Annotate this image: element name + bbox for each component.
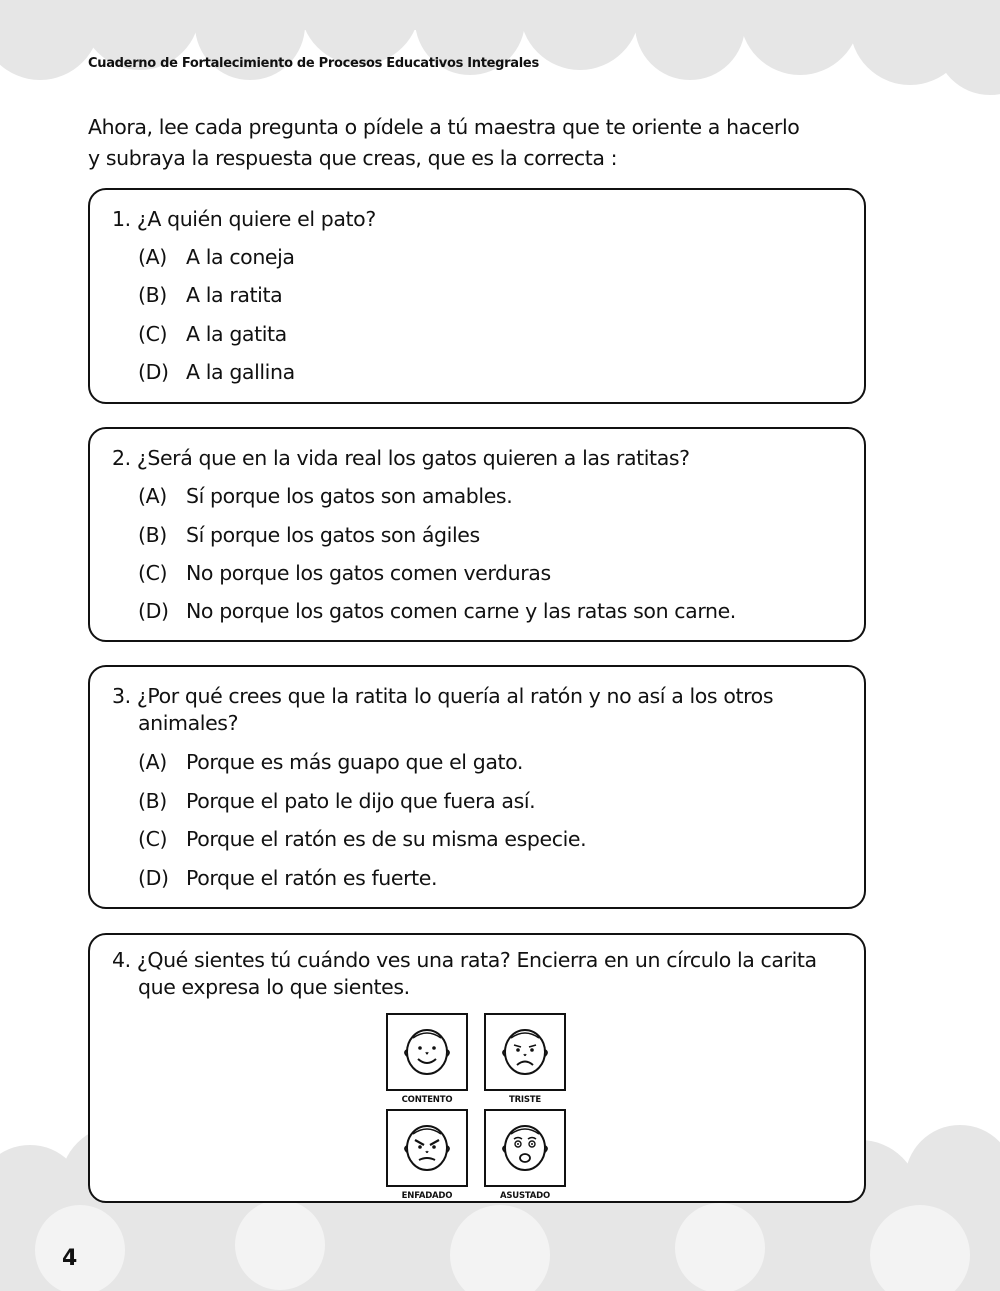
happy-face-icon: [399, 1024, 455, 1080]
option-letter: (C): [138, 322, 168, 346]
face-label: ENFADADO: [401, 1191, 453, 1201]
question-3-option-c[interactable]: [138, 826, 586, 853]
option-text: A la gatita: [186, 322, 287, 346]
option-letter: (C): [138, 561, 168, 585]
question-2-box: [88, 427, 866, 642]
option-letter: (B): [138, 523, 167, 547]
option-text: Porque el ratón es fuerte.: [186, 866, 438, 890]
face-box: [484, 1013, 566, 1091]
face-option-enfadado[interactable]: [386, 1109, 468, 1201]
question-3-option-d[interactable]: [138, 865, 437, 892]
question-2-text: 2. ¿Será que en la vida real los gatos quieren a las ratitas?: [112, 446, 690, 470]
question-4-text: 4. ¿Qué sientes tú cuándo ves una rata? Encierra en un círculo la carita que expresa lo que sientes.: [112, 948, 817, 999]
face-box: [386, 1109, 468, 1187]
option-letter: (B): [138, 283, 167, 307]
question-3-option-b[interactable]: [138, 788, 535, 815]
face-box: [386, 1013, 468, 1091]
face-label: CONTENTO: [401, 1095, 453, 1105]
option-letter: (A): [138, 484, 167, 508]
question-1-text: 1. ¿A quién quiere el pato?: [112, 207, 376, 231]
header-title: Cuaderno de Fortalecimiento de Procesos Educativos Integrales: [88, 56, 539, 71]
face-option-triste[interactable]: [484, 1013, 566, 1105]
option-text: A la ratita: [186, 283, 283, 307]
option-letter: (C): [138, 827, 168, 851]
question-2-option-d[interactable]: [138, 598, 736, 625]
option-text: A la gallina: [186, 360, 295, 384]
option-letter: (B): [138, 789, 167, 813]
page-number: 4: [62, 1246, 78, 1271]
instructions-line-1: Ahora, lee cada pregunta o pídele a tú maestra que te oriente a hacerlo: [88, 115, 800, 139]
question-1-box: [88, 188, 866, 404]
face-box: [484, 1109, 566, 1187]
question-1-option-c[interactable]: [138, 321, 287, 348]
option-text: A la coneja: [186, 245, 295, 269]
face-option-asustado[interactable]: [484, 1109, 566, 1201]
option-letter: (A): [138, 750, 167, 774]
question-1-option-d[interactable]: [138, 359, 295, 386]
angry-face-icon: [399, 1120, 455, 1176]
question-1-option-b[interactable]: [138, 282, 282, 309]
option-letter: (D): [138, 599, 169, 623]
option-text: Sí porque los gatos son amables.: [186, 484, 513, 508]
option-text: No porque los gatos comen carne y las ratas son carne.: [186, 599, 736, 623]
option-text: Porque el ratón es de su misma especie.: [186, 827, 587, 851]
option-text: Porque el pato le dijo que fuera así.: [186, 789, 536, 813]
option-text: Sí porque los gatos son ágiles: [186, 523, 480, 547]
option-letter: (D): [138, 866, 169, 890]
option-letter: (A): [138, 245, 167, 269]
option-letter: (D): [138, 360, 169, 384]
instructions: [88, 112, 888, 174]
face-label: TRISTE: [508, 1095, 542, 1105]
instructions-line-2: y subraya la respuesta que creas, que es la correcta :: [88, 146, 618, 170]
question-2-option-b[interactable]: [138, 522, 480, 549]
question-2-option-c[interactable]: [138, 560, 551, 587]
question-3-option-a[interactable]: [138, 749, 523, 776]
sad-face-icon: [497, 1024, 553, 1080]
face-label: ASUSTADO: [499, 1191, 551, 1201]
face-option-contento[interactable]: [386, 1013, 468, 1105]
scared-face-icon: [497, 1120, 553, 1176]
option-text: Porque es más guapo que el gato.: [186, 750, 524, 774]
question-3-box: [88, 665, 866, 909]
question-1-option-a[interactable]: [138, 244, 295, 271]
option-text: No porque los gatos comen verduras: [186, 561, 551, 585]
question-4-box: [88, 933, 866, 1203]
question-3-text: 3. ¿Por qué crees que la ratita lo quería al ratón y no así a los otros animales?: [112, 684, 774, 735]
question-2-option-a[interactable]: [138, 483, 512, 510]
